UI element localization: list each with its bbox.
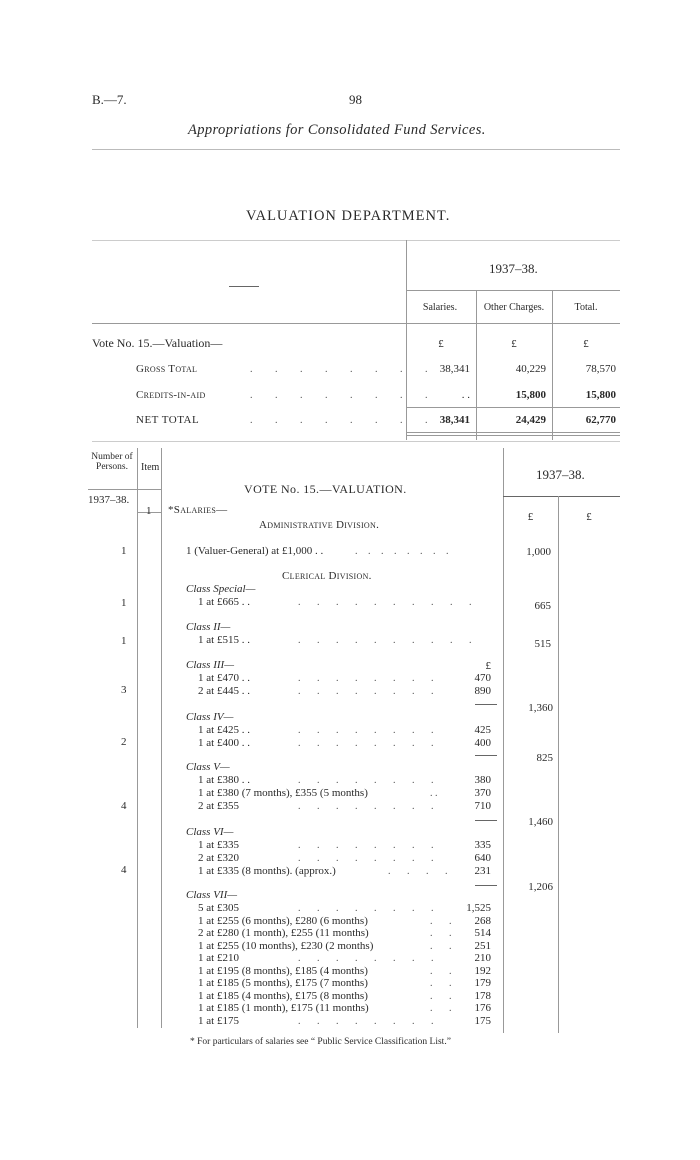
- gross-total-other: 40,229: [515, 363, 546, 375]
- class-5-amount-1: 380: [474, 774, 491, 786]
- currency-total: £: [583, 338, 589, 350]
- class-5-dots-1: . . . . . . . .: [298, 775, 434, 786]
- class-4-line-1: 1 at £425 . .: [198, 724, 250, 736]
- class-7-amount: 192: [474, 965, 491, 977]
- gross-total-label: Gross Total: [136, 363, 198, 375]
- class-4-heading: Class IV—: [186, 711, 234, 723]
- class-7-line: 1 at £185 (5 months), £175 (7 months): [198, 977, 368, 989]
- clerical-division: Clerical Division.: [282, 570, 372, 582]
- class-5-persons: 4: [121, 800, 127, 812]
- class-7-dots: . .: [430, 1003, 452, 1014]
- class-4-dots-2: . . . . . . . .: [298, 738, 434, 749]
- class-2-dots: . . . . . . . . . .: [298, 635, 472, 646]
- admin-amount: 1,000: [526, 546, 551, 558]
- admin-persons: 1: [121, 545, 127, 557]
- class-7-dots: . . . . . . . .: [298, 903, 434, 914]
- class-3-pound: £: [485, 660, 491, 672]
- class-special-total: 665: [534, 600, 551, 612]
- class-4-amount-1: 425: [474, 724, 491, 736]
- credits-in-aid-salaries: . .: [461, 389, 470, 401]
- class-4-total: 825: [536, 752, 553, 764]
- class-7-amount: 176: [474, 1002, 491, 1014]
- class-special-dots: . . . . . . . . . .: [298, 597, 472, 608]
- currency-other: £: [511, 338, 517, 350]
- class-5-amount-2: 370: [474, 787, 491, 799]
- class-6-heading: Class VI—: [186, 826, 234, 838]
- class-6-dots-2: . . . . . . . .: [298, 853, 434, 864]
- class-3-line-2: 2 at £445 . .: [198, 685, 250, 697]
- class-special-persons: 1: [121, 597, 127, 609]
- col-number-persons: Number of Persons.: [91, 452, 133, 472]
- class-3-amount-1: 470: [474, 672, 491, 684]
- class-7-dots: . . . . . . . .: [298, 953, 434, 964]
- pound-col-1: £: [527, 511, 534, 523]
- class-6-line-1: 1 at £335: [198, 839, 239, 851]
- net-total-dots: . . . . . . . .: [250, 415, 428, 426]
- department-title: VALUATION DEPARTMENT.: [246, 208, 451, 224]
- class-7-line: 1 at £185 (4 months), £175 (8 months): [198, 990, 368, 1002]
- class-7-amount: 210: [474, 952, 491, 964]
- vote-label: Vote No. 15.—Valuation—: [92, 336, 223, 350]
- class-6-amount-2: 640: [474, 852, 491, 864]
- class-7-dots: . .: [430, 928, 452, 939]
- class-7-amount: 1,525: [466, 902, 491, 914]
- class-4-amount-2: 400: [474, 737, 491, 749]
- gross-total-dots: . . . . . . . .: [250, 364, 428, 375]
- class-7-amount: 179: [474, 977, 491, 989]
- class-7-line: 1 at £255 (6 months), £280 (6 months): [198, 915, 368, 927]
- class-5-line-2: 1 at £380 (7 months), £355 (5 months): [198, 787, 368, 799]
- net-total-label: NET TOTAL: [136, 414, 200, 426]
- class-7-dots: . .: [430, 991, 452, 1002]
- class-6-dots-3: . . . .: [388, 866, 448, 877]
- class-6-line-2: 2 at £320: [198, 852, 239, 864]
- class-6-total: 1,206: [528, 881, 553, 893]
- class-6-persons: 4: [121, 864, 127, 876]
- class-3-total: 1,360: [528, 702, 553, 714]
- page-number: 98: [349, 92, 362, 107]
- class-7-dots: . .: [430, 978, 452, 989]
- class-7-line: 5 at £305: [198, 902, 239, 914]
- class-2-heading: Class II—: [186, 621, 231, 633]
- col-total: Total.: [574, 302, 598, 313]
- class-7-line: 1 at £175: [198, 1015, 239, 1027]
- footnote: * For particulars of salaries see “ Public Service Classification List.”: [190, 1037, 451, 1047]
- class-special-line: 1 at £665 . .: [198, 596, 250, 608]
- admin-dots: . . . . . . . .: [355, 546, 449, 557]
- class-4-line-2: 1 at £400 . .: [198, 737, 250, 749]
- class-5-dots-3: . . . . . . . .: [298, 801, 434, 812]
- class-5-heading: Class V—: [186, 761, 230, 773]
- class-7-amount: 178: [474, 990, 491, 1002]
- class-special-heading: Class Special—: [186, 583, 256, 595]
- class-7-line: 1 at £255 (10 months), £230 (2 months): [198, 940, 374, 952]
- class-7-heading: Class VII—: [186, 889, 238, 901]
- class-7-line: 1 at £210: [198, 952, 239, 964]
- class-7-amount: 175: [474, 1015, 491, 1027]
- class-5-total: 1,460: [528, 816, 553, 828]
- class-5-line-3: 2 at £355: [198, 800, 239, 812]
- class-5-amount-3: 710: [474, 800, 491, 812]
- credits-in-aid-label: Credits-in-aid: [136, 389, 206, 401]
- class-7-line: 1 at £195 (8 months), £185 (4 months): [198, 965, 368, 977]
- year-column-label: 1937–38.: [88, 494, 130, 506]
- vote-title: VOTE No. 15.—VALUATION.: [244, 482, 407, 496]
- col-salaries: Salaries.: [422, 302, 458, 313]
- class-2-line: 1 at £515 . .: [198, 634, 250, 646]
- gross-total-salaries: 38,341: [439, 363, 470, 375]
- page-subtitle: Appropriations for Consolidated Fund Services.: [188, 122, 486, 138]
- class-7-dots: . . . . . . . .: [298, 1016, 434, 1027]
- class-7-amount: 514: [474, 927, 491, 939]
- salaries-label: *Salaries—: [168, 504, 228, 516]
- class-3-dots-1: . . . . . . . .: [298, 673, 434, 684]
- net-total-total: 62,770: [585, 414, 616, 426]
- credits-in-aid-dots: . . . . . . . .: [250, 390, 428, 401]
- class-5-dots-2: . .: [430, 788, 438, 799]
- class-3-heading: Class III—: [186, 659, 234, 671]
- item-number: 1: [146, 505, 152, 517]
- class-5-line-1: 1 at £380 . .: [198, 774, 250, 786]
- class-4-persons: 2: [121, 736, 127, 748]
- document-reference: B.—7.: [92, 92, 127, 107]
- class-7-line: 1 at £185 (1 month), £175 (11 months): [198, 1002, 369, 1014]
- class-7-amount: 251: [474, 940, 491, 952]
- class-3-line-1: 1 at £470 . .: [198, 672, 250, 684]
- administrative-division: Administrative Division.: [259, 519, 380, 531]
- class-3-dots-2: . . . . . . . .: [298, 686, 434, 697]
- class-7-dots: . .: [430, 916, 452, 927]
- class-6-dots-1: . . . . . . . .: [298, 840, 434, 851]
- detail-year: 1937–38.: [536, 467, 585, 482]
- class-7-amount: 268: [474, 915, 491, 927]
- class-2-total: 515: [534, 638, 551, 650]
- admin-line: 1 (Valuer-General) at £1,000 . .: [186, 545, 324, 557]
- credits-in-aid-total: 15,800: [585, 389, 616, 401]
- class-2-persons: 1: [121, 635, 127, 647]
- col-other-charges: Other Charges.: [483, 302, 545, 313]
- net-total-salaries: 38,341: [439, 414, 470, 426]
- class-4-dots-1: . . . . . . . .: [298, 725, 434, 736]
- class-3-amount-2: 890: [474, 685, 491, 697]
- class-7-dots: . .: [430, 966, 452, 977]
- class-3-persons: 3: [121, 684, 127, 696]
- currency-salaries: £: [438, 338, 444, 350]
- net-total-other: 24,429: [515, 414, 546, 426]
- summary-year: 1937–38.: [489, 261, 538, 276]
- class-6-line-3: 1 at £335 (8 months). (approx.): [198, 865, 336, 877]
- credits-in-aid-other: 15,800: [515, 389, 546, 401]
- col-item: Item: [141, 462, 160, 473]
- class-7-dots: . .: [430, 941, 452, 952]
- class-6-amount-3: 231: [474, 865, 491, 877]
- pound-col-2: £: [586, 511, 592, 523]
- gross-total-total: 78,570: [585, 363, 616, 375]
- class-6-amount-1: 335: [474, 839, 491, 851]
- class-7-line: 2 at £280 (1 month), £255 (11 months): [198, 927, 369, 939]
